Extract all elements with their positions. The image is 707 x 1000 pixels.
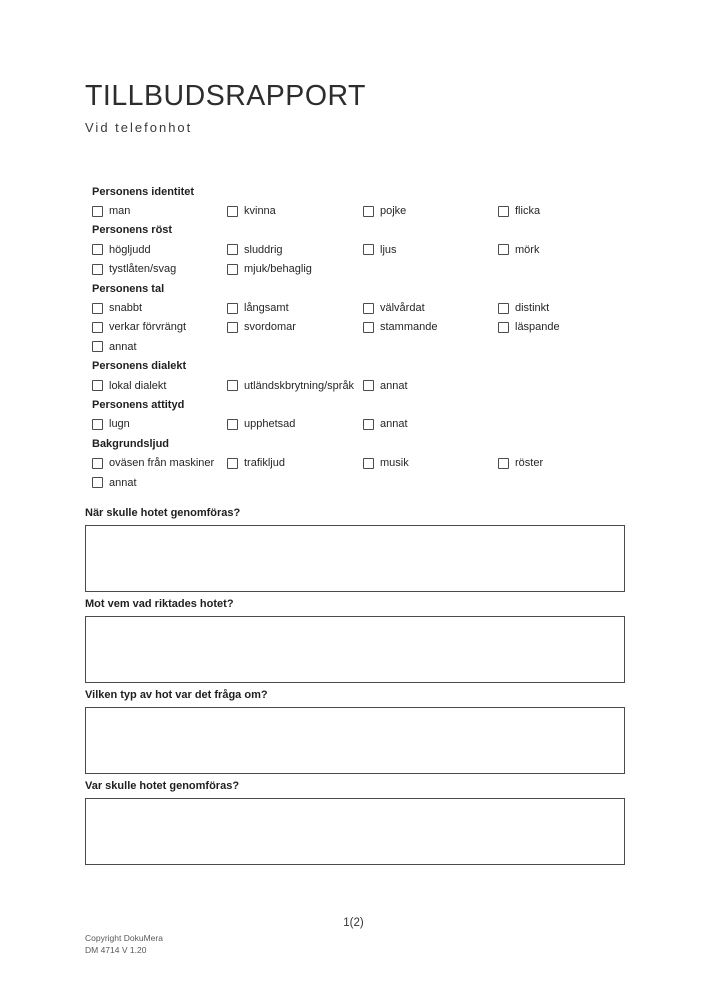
- section-personens-tal: [92, 279, 625, 357]
- checkbox-option[interactable]: [227, 415, 363, 434]
- checkbox-option[interactable]: [92, 318, 227, 337]
- checkbox-label: kvinna: [244, 205, 276, 218]
- checkbox[interactable]: [92, 206, 103, 217]
- checkbox[interactable]: [363, 206, 374, 217]
- option-grid: [92, 376, 625, 395]
- section-personens-rost: [92, 221, 625, 279]
- option-grid: [92, 240, 625, 279]
- checkbox[interactable]: [363, 244, 374, 255]
- page-number: 1(2): [343, 917, 364, 929]
- section-personens-attityd: [92, 395, 625, 434]
- section-heading: Personens attityd: [92, 398, 185, 411]
- checkbox-label: sluddrig: [244, 243, 283, 256]
- checkbox[interactable]: [498, 303, 509, 314]
- checkbox[interactable]: [363, 458, 374, 469]
- answer-box-target[interactable]: [85, 616, 625, 683]
- checkbox-option[interactable]: [227, 376, 363, 395]
- checkbox-option[interactable]: [498, 298, 628, 317]
- checkbox[interactable]: [498, 458, 509, 469]
- checkbox[interactable]: [92, 264, 103, 275]
- checkbox-option[interactable]: [363, 415, 498, 434]
- checkbox[interactable]: [92, 303, 103, 314]
- checkbox-label: annat: [109, 476, 137, 489]
- checkbox[interactable]: [227, 380, 238, 391]
- checkbox[interactable]: [227, 206, 238, 217]
- questions-area: [85, 507, 625, 865]
- checkbox-option[interactable]: [363, 453, 498, 472]
- checkbox[interactable]: [227, 244, 238, 255]
- checkbox[interactable]: [227, 322, 238, 333]
- checkbox-option[interactable]: [92, 240, 227, 259]
- option-grid: [92, 453, 625, 492]
- question-target: [85, 598, 625, 683]
- checkbox-option[interactable]: [363, 376, 498, 395]
- checkbox-option[interactable]: [498, 201, 628, 220]
- checkbox[interactable]: [227, 419, 238, 430]
- section-heading: Personens tal: [92, 282, 165, 295]
- checkbox-label: distinkt: [515, 302, 550, 315]
- section-bakgrundsljud: [92, 434, 625, 492]
- checkbox[interactable]: [92, 458, 103, 469]
- checkbox-label: lokal dialekt: [109, 379, 167, 392]
- checkbox[interactable]: [227, 303, 238, 314]
- checkbox-label: annat: [109, 340, 137, 353]
- checkbox[interactable]: [92, 477, 103, 488]
- question-when: [85, 507, 625, 592]
- section-heading: Personens identitet: [92, 185, 195, 198]
- footer-copyright: Copyright DokuMera: [85, 933, 163, 943]
- question-label: Vilken typ av hot var det fråga om?: [85, 689, 268, 702]
- checkbox[interactable]: [363, 322, 374, 333]
- section-personens-dialekt: [92, 357, 625, 396]
- page-title: TILLBUDSRAPPORT: [85, 80, 366, 112]
- checkbox-option[interactable]: [92, 337, 227, 356]
- checkbox[interactable]: [498, 322, 509, 333]
- checkbox-option[interactable]: [363, 201, 498, 220]
- checkbox-label: snabbt: [109, 302, 143, 315]
- checkbox-label: röster: [515, 457, 544, 470]
- checkbox[interactable]: [92, 419, 103, 430]
- checkbox[interactable]: [498, 206, 509, 217]
- checkbox-label: mörk: [515, 243, 540, 256]
- checkbox-label: ljus: [380, 243, 397, 256]
- checkbox-option[interactable]: [92, 415, 227, 434]
- checkbox-option[interactable]: [363, 298, 498, 317]
- checkbox-option[interactable]: [227, 260, 363, 279]
- question-where: [85, 780, 625, 865]
- section-heading: Bakgrundsljud: [92, 437, 170, 450]
- checkbox-area: [85, 182, 625, 492]
- checkbox[interactable]: [363, 380, 374, 391]
- checkbox-label: oväsen från maskiner: [109, 457, 215, 470]
- section-personens-identitet: [92, 182, 625, 221]
- checkbox-label: flicka: [515, 205, 541, 218]
- checkbox-label: lugn: [109, 418, 130, 431]
- checkbox[interactable]: [227, 458, 238, 469]
- checkbox-label: läspande: [515, 321, 560, 334]
- checkbox-label: utländskbrytning/språk: [244, 379, 355, 392]
- checkbox[interactable]: [92, 380, 103, 391]
- checkbox-label: trafikljud: [244, 457, 285, 470]
- checkbox[interactable]: [227, 264, 238, 275]
- checkbox[interactable]: [363, 419, 374, 430]
- option-grid: [92, 201, 625, 220]
- checkbox[interactable]: [92, 244, 103, 255]
- checkbox-label: man: [109, 205, 131, 218]
- checkbox-label: mjuk/behaglig: [244, 263, 312, 276]
- footer: [85, 933, 163, 956]
- checkbox-label: annat: [380, 379, 408, 392]
- question-label: Var skulle hotet genomföras?: [85, 780, 240, 793]
- answer-box-when[interactable]: [85, 525, 625, 592]
- checkbox[interactable]: [92, 341, 103, 352]
- checkbox-option[interactable]: [227, 240, 363, 259]
- page-subtitle: Vid telefonhot: [85, 120, 193, 135]
- checkbox-option[interactable]: [92, 298, 227, 317]
- answer-box-where[interactable]: [85, 798, 625, 865]
- checkbox-option[interactable]: [498, 453, 628, 472]
- checkbox-label: välvårdat: [380, 302, 425, 315]
- checkbox-option[interactable]: [498, 240, 628, 259]
- checkbox[interactable]: [498, 244, 509, 255]
- option-grid: [92, 415, 625, 434]
- checkbox-option[interactable]: [227, 201, 363, 220]
- option-grid: [92, 298, 625, 356]
- footer-version: DM 4714 V 1.20: [85, 944, 147, 955]
- checkbox-label: musik: [380, 457, 409, 470]
- checkbox-option[interactable]: [363, 318, 498, 337]
- checkbox[interactable]: [92, 322, 103, 333]
- checkbox-label: stammande: [380, 321, 438, 334]
- checkbox-option[interactable]: [92, 376, 227, 395]
- question-label: Mot vem vad riktades hotet?: [85, 598, 234, 611]
- checkbox-label: pojke: [380, 205, 407, 218]
- checkbox-option[interactable]: [363, 240, 498, 259]
- checkbox-label: högljudd: [109, 243, 151, 256]
- checkbox-label: tystlåten/svag: [109, 263, 177, 276]
- section-heading: Personens dialekt: [92, 360, 187, 373]
- checkbox-option[interactable]: [92, 453, 227, 472]
- answer-box-type[interactable]: [85, 707, 625, 774]
- checkbox[interactable]: [363, 303, 374, 314]
- checkbox-label: verkar förvrängt: [109, 321, 187, 334]
- checkbox-option[interactable]: [92, 201, 227, 220]
- checkbox-label: annat: [380, 418, 408, 431]
- checkbox-option[interactable]: [227, 318, 363, 337]
- checkbox-option[interactable]: [227, 298, 363, 317]
- checkbox-label: långsamt: [244, 302, 289, 315]
- checkbox-option[interactable]: [92, 260, 227, 279]
- checkbox-option[interactable]: [498, 318, 628, 337]
- checkbox-option[interactable]: [227, 453, 363, 472]
- checkbox-label: svordomar: [244, 321, 296, 334]
- checkbox-label: upphetsad: [244, 418, 296, 431]
- checkbox-option[interactable]: [92, 473, 227, 492]
- section-heading: Personens röst: [92, 224, 173, 237]
- question-label: När skulle hotet genomföras?: [85, 507, 241, 520]
- question-type: [85, 689, 625, 774]
